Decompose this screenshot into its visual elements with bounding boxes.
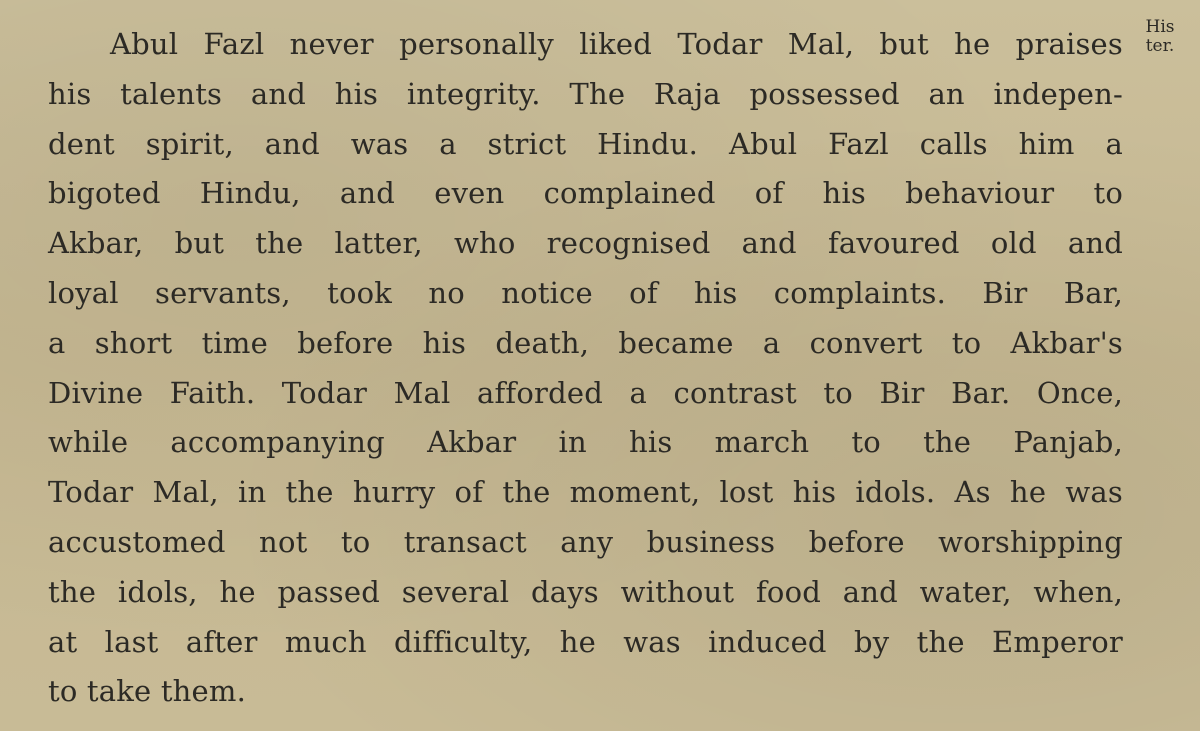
margin-note-line: His xyxy=(1145,17,1175,37)
paragraph-line: loyal servants, took no notice of his complaints. Bir Bar, xyxy=(48,275,1123,310)
paragraph-line: his talents and his integrity. The Raja possessed an indepen- xyxy=(48,76,1123,111)
margin-note xyxy=(1128,18,1192,56)
paragraph-line: while accompanying Akbar in his march to the Panjab, xyxy=(48,425,1123,460)
paragraph-line: Abul Fazl never personally liked Todar Mal, but he praises xyxy=(110,27,1123,61)
paragraph-line: accustomed not to transact any business before worshipping xyxy=(48,524,1123,559)
paragraph-line: Akbar, but the latter, who recognised and favoured old and xyxy=(48,226,1123,261)
paragraph-line: the idols, he passed several days without food and water, when, xyxy=(48,574,1123,609)
paragraph-line: Divine Faith. Todar Mal afforded a contrast to Bir Bar. Once, xyxy=(48,375,1123,410)
paragraph-line: bigoted Hindu, and even complained of his behaviour to xyxy=(48,176,1123,211)
paragraph-line: to take them. xyxy=(48,674,247,709)
margin-note-line: ter. xyxy=(1145,36,1175,56)
paragraph xyxy=(48,20,1123,717)
paragraph-line: a short time before his death, became a convert to Akbar's xyxy=(48,325,1123,360)
paragraph-line: dent spirit, and was a strict Hindu. Abul Fazl calls him a xyxy=(48,126,1123,161)
paragraph-line: Todar Mal, in the hurry of the moment, lost his idols. As he was xyxy=(48,475,1123,510)
paragraph-line: at last after much difficulty, he was induced by the Emperor xyxy=(48,624,1123,659)
